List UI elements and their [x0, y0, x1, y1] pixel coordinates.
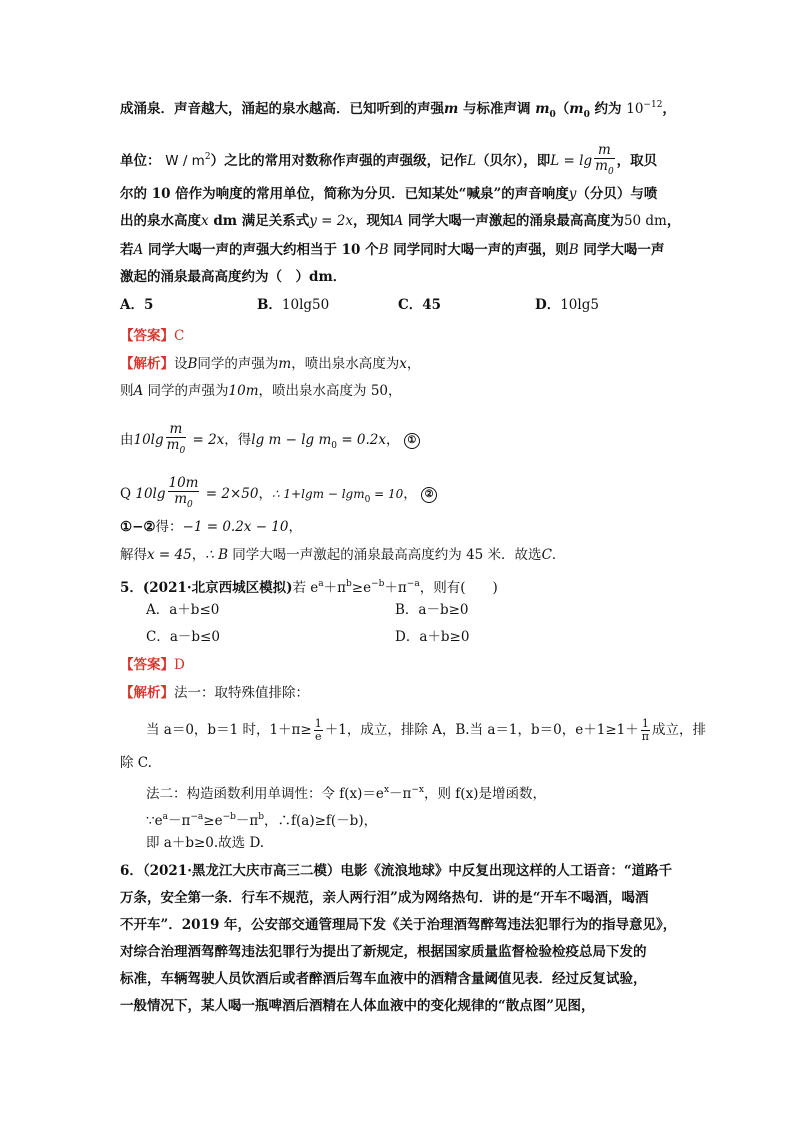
p4-line1: 成涌泉．声音越大，涌起的泉水越高．已知听到的声强m 与标准声调 $m_0(m_0$ 约为 $10^{-12}$，	[120, 100, 676, 120]
p4-analysis-line2: 则A 同学的声强为10m，喷出泉水高度为 50，	[120, 383, 402, 399]
p4-line2: 单位： W / $m^2$）之比的常用对数称作声强的声强级，记作L（贝尔），即L = lg $\frac{m}{m_0}$ ，取贝	[120, 143, 657, 180]
p4-line6: 激起的涌泉最高高度约为（ ）dm．	[120, 269, 347, 285]
p4-line3: 尔的 10 倍作为响度的常用单位，简称为分贝．已知某处“喊泉”的声音响度y（分贝）与喷	[120, 186, 658, 202]
p4-eq1-fraction: $\frac{m}{m_0}$	[166, 421, 186, 456]
p5-analysis-line1: 【解析】法一：取特殊值排除：	[120, 685, 309, 701]
p5-stem: 5．(2021·北京西城区模拟)若 $e^a+\pi^b\ge e^{-b}+\pi^{-a}$，则有( )	[120, 579, 498, 596]
p4-analysis-line1: 【解析】设B同学的声强为m，喷出泉水高度为x，	[120, 356, 421, 372]
p4-analysis-line3: 由10lg $\frac{m}{m_0}$ = 2x，得$\lg m - \lg m_0 = 0.2x$， ①	[120, 422, 420, 459]
p4-eq2-fraction: $\frac{10m}{m_0}$	[168, 475, 199, 510]
p5-analysis-line6: 即 a＋b≥0.故选 D.	[146, 835, 265, 851]
p5-analysis-line5: $\because e^a-\pi^{-a}\ge e^{-b}-\pi^b$，∴f(a)≥f(－b)，	[146, 812, 378, 829]
p4-analysis-line5: ①−②得：−1 = 0.2x − 10，	[120, 519, 302, 535]
p6-line3: 不开车”．2019 年，公安部交通管理局下发《关于治理酒驾醉驾违法犯罪行为的指导意见》，	[120, 917, 677, 933]
p6-line6: 一般情况下，某人喝一瓶啤酒后酒精在人体血液中的变化规律的“散点图”见图，	[120, 998, 595, 1014]
p6-line2: 万条，安全第一条．行车不规范，亲人两行泪”成为网络热句．讲的是“开车不喝酒，喝酒	[120, 890, 649, 906]
p4-analysis-line4: Q 10lg $\frac{10m}{m_0}$ = 2×50，∴ 1+lgm − lgm$_0$ = 10， ②	[120, 476, 437, 513]
p6-line5: 标准，车辆驾驶人员饮酒后或者醉酒后驾车血液中的酒精含量阈值见表．经过反复试验，	[120, 971, 647, 987]
p5-option-d: D．a＋b≥0	[395, 629, 470, 645]
p5-answer: 【答案】D	[120, 657, 185, 673]
p4-analysis-line6: 解得x = 45，∴ B 同学大喝一声激起的涌泉最高高度约为 45 米．故选C．	[120, 547, 566, 563]
p4-option-b: B．10lg50	[257, 297, 330, 313]
circled-2-marker: ②	[421, 487, 437, 503]
p4-option-c: C．45	[398, 297, 442, 313]
p4-option-d: D．10lg5	[535, 297, 599, 313]
p5-option-b: B．a－b≥0	[395, 602, 469, 618]
p5-analysis-line3: 除 C.	[120, 755, 152, 771]
p4-option-a: A．5	[120, 297, 154, 313]
p6-line1: 6．（2021·黑龙江大庆市高三二模）电影《流浪地球》中反复出现这样的人工语音：“道路千	[120, 863, 673, 879]
p5-analysis-line2: 当 a＝0，b＝1 时，1＋π≥ $\frac{1}{e}$ ＋1，成立，排除 A，B.当 a＝1，b＝0，e＋1≥1＋ $\frac{1}{\pi}$ 成立，排	[146, 717, 706, 743]
p4-line4: 出的泉水高度x dm 满足关系式y = 2x，现知A 同学大喝一声激起的涌泉最高高度为50 dm，	[120, 213, 681, 229]
p4-formula-fraction: $\frac{m}{m_0}$	[595, 142, 614, 177]
p4-line5: 若A 同学大喝一声的声强大约相当于 10 个B 同学同时大喝一声的声强，则B 同学大喝一声	[120, 242, 665, 258]
p4-answer: 【答案】C	[120, 328, 185, 344]
p5-fraction-1-over-e: $\frac{1}{e}$	[314, 717, 322, 743]
p5-fraction-1-over-pi: $\frac{1}{\pi}$	[641, 717, 649, 743]
p5-option-c: C．a－b≤0	[146, 629, 220, 645]
p5-option-a: A．a＋b≤0	[146, 602, 220, 618]
p6-line4: 对综合治理酒驾醉驾违法犯罪行为提出了新规定，根据国家质量监督检验检疫总局下发的	[120, 944, 647, 960]
circled-1-marker: ①	[404, 433, 420, 449]
p5-analysis-line4: 法二：构造函数利用单调性：令 $f(x)=e^x-\pi^{-x}$，则 f(x)是增函数，	[146, 785, 546, 802]
